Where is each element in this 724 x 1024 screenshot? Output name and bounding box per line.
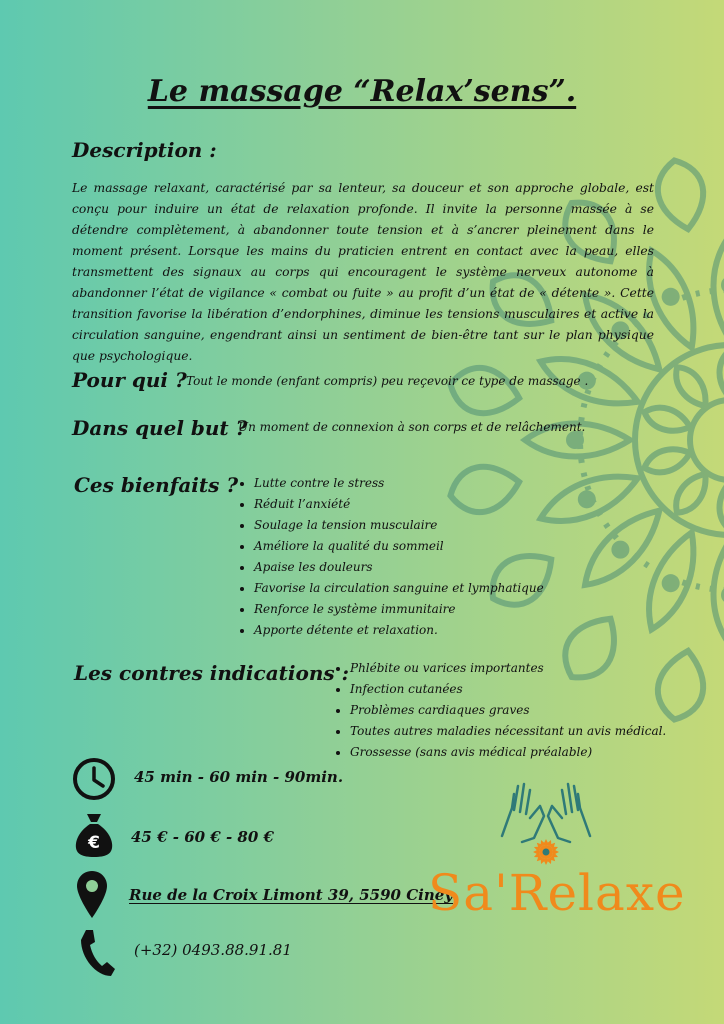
svg-text:€: € [88, 833, 100, 853]
description-text: Le massage relaxant, caractérisé par sa lenteur, sa douceur et son approche globale, est conçu pour induire un état de relaxation profonde. Il invite la personne massée à se détendre complètement, à abandonner toute tension et à s’ancrer pleinement dans le moment présent. Lorsque les mains du praticien entrent en contact avec la peau, elles transmettent des signaux au corps qui encouragent le système nerveux autonome à abandonner l’état de vigilance « combat ou fuite » au profit d’un état de « détente ». Cette transition favorise la libération d’endorphines, diminue les tensions musculaires et active la circulation sanguine, engendrant ainsi un sentiment de bien-être tant sur le plan physique que psychologique. [72, 181, 654, 363]
address-link[interactable]: Rue de la Croix Limont 39, 5590 Ciney [129, 886, 454, 904]
contre-indications-list [334, 658, 666, 763]
list-item: • Améliore la qualité du sommeil [254, 536, 544, 557]
page-title: Le massage “Relax’sens”. [147, 74, 577, 109]
mandala-shape [669, 468, 714, 519]
list-item: • Apaise les douleurs [254, 557, 544, 578]
list-item: • Réduit l’anxiété [254, 494, 544, 515]
list-item: • Favorise la circulation sanguine et lymphatique [254, 578, 544, 599]
mandala-shape [635, 345, 724, 535]
list-item: • Lutte contre le stress [254, 473, 544, 494]
location-pin-icon [76, 870, 108, 920]
pour-qui-text: Tout le monde (enfant compris) peu reçevoir ce type de massage . [186, 374, 589, 388]
but-heading: Dans quel but ? [72, 416, 248, 440]
list-item: • Renforce le système immunitaire [254, 599, 544, 620]
duration-text: 45 min - 60 min - 90min. [134, 768, 344, 786]
list-item: • Problèmes cardiaques graves [350, 700, 666, 721]
mandala-shape [720, 350, 724, 398]
mandala-shape [569, 434, 581, 446]
bienfaits-heading: Ces bienfaits ? [74, 473, 239, 497]
phone-link[interactable]: (+32) 0493.88.91.81 [134, 941, 292, 959]
hands-sun-logo [494, 778, 598, 870]
mandala-shape [669, 361, 714, 412]
phone-icon [78, 928, 116, 978]
bienfaits-list [238, 473, 544, 641]
clock-icon [72, 757, 116, 801]
contre-indications-heading: Les contres indications : [74, 661, 349, 685]
mandala-shape [641, 402, 693, 437]
list-item: • Infection cutanées [350, 679, 666, 700]
mandala-shape [663, 289, 679, 305]
brand-name: Sa'Relaxe [428, 864, 686, 922]
mandala-shape [579, 491, 595, 507]
mandala-shape [612, 541, 629, 558]
money-bag-icon [74, 812, 114, 858]
list-item: • Toutes autres maladies nécessitant un avis médical. [350, 721, 666, 742]
sun-center [543, 849, 550, 856]
list-item: • Grossesse (sans avis médical préalable) [350, 742, 666, 763]
but-text: Un moment de connexion à son corps et de relâchement. [238, 420, 586, 434]
price-text: 45 € - 60 € - 80 € [131, 828, 274, 846]
mandala-shape [446, 362, 523, 420]
description-heading: Description : [72, 138, 217, 162]
pour-qui-heading: Pour qui ? [72, 368, 187, 392]
mandala-shape [663, 575, 679, 591]
mandala-shape [720, 482, 724, 530]
mandala-shape [690, 400, 724, 480]
list-item: • Soulage la tension musculaire [254, 515, 544, 536]
list-item: • Phlébite ou varices importantes [350, 658, 666, 679]
mandala-shape [652, 156, 710, 233]
mandala-shape [641, 443, 693, 478]
list-item: • Apporte détente et relaxation. [254, 620, 544, 641]
